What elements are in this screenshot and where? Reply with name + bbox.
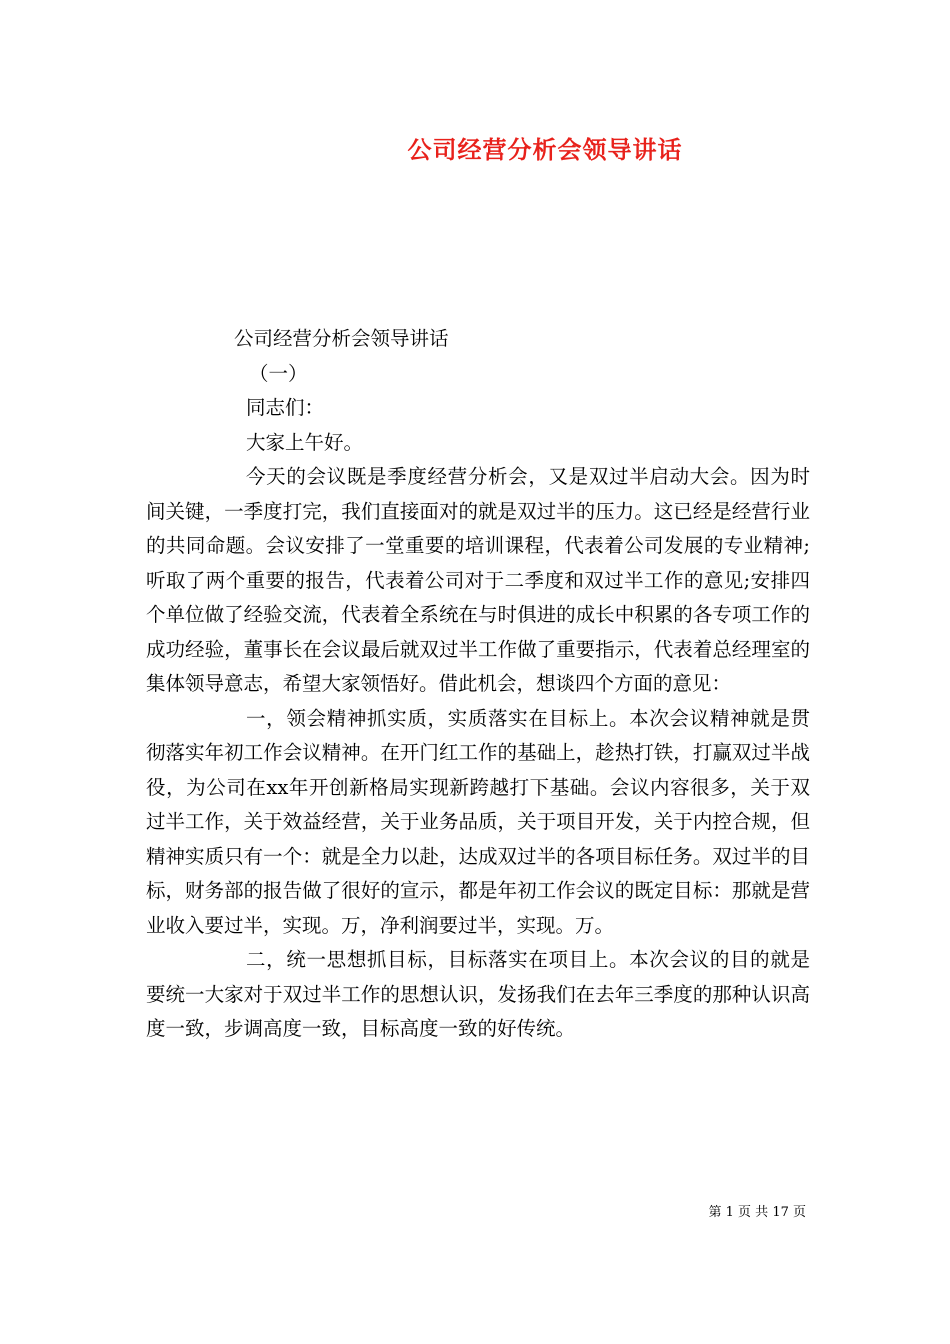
greeting: 大家上午好。 xyxy=(246,430,364,454)
paragraph: 今天的会议既是季度经营分析会，又是双过半启动大会。因为时间关键，一季度打完，我们直接面对的就是双过半的压力。这已经是经营行业的共同命题。会议安排了一堂重要的培训课程，代表着公司发展的专业精神;听取了两个重要的报告，代表着公司对于二季度和双过半工作的意见;安排四个单位做了经验交流，代表着全系统在与时俱进的成长中积累的各专项工作的成功经验，董事长在会议最后就双过半工作做了重要指示，代表着总经理室的集体领导意志，希望大家领悟好。借此机会，想谈四个方面的意见： xyxy=(146,465,810,695)
salutation: 同志们： xyxy=(246,396,325,419)
document-subtitle: 公司经营分析会领导讲话 xyxy=(234,327,449,350)
document-body xyxy=(146,322,810,1047)
page-footer: 第 1 页 共 17 页 xyxy=(708,1205,806,1220)
document-title: 公司经营分析会领导讲话 xyxy=(407,135,683,164)
paragraph: 一，领会精神抓实质，实质落实在目标上。本次会议精神就是贯彻落实年初工作会议精神。在开门红工作的基础上，趁热打铁，打赢双过半战役，为公司在xx年开创新格局实现新跨越打下基础。会议内容很多，关于双过半工作，关于效益经营，关于业务品质，关于项目开发，关于内控合规，但精神实质只有一个：就是全力以赴，达成双过半的各项目标任务。双过半的目标，财务部的报告做了很好的宣示，都是年初工作会议的既定目标：那就是营业收入要过半，实现。万，净利润要过半，实现。万。 xyxy=(146,706,810,937)
section-marker: （一） xyxy=(249,361,308,385)
paragraph: 二，统一思想抓目标，目标落实在项目上。本次会议的目的就是要统一大家对于双过半工作的思想认识，发扬我们在去年三季度的那种认识高度一致，步调高度一致，目标高度一致的好传统。 xyxy=(146,948,810,1040)
